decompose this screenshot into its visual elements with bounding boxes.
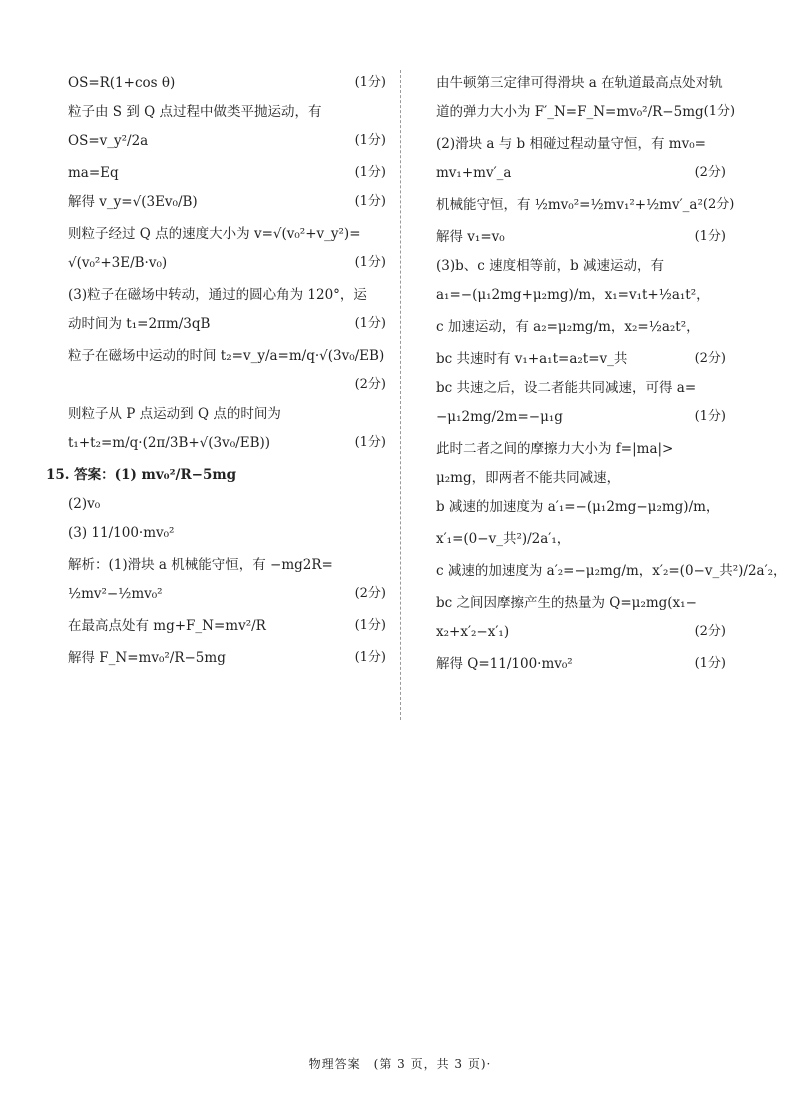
left-line-17: 解析：(1)滑块 a 机械能守恒，有 −mg2R= [68,557,333,573]
right-line-16: x′₁=(0−v_共²)/2a′₁， [436,531,571,547]
left-line-2: 粒子由 S 到 Q 点过程中做类平抛运动，有 [68,104,322,120]
right-line-11: bc 共速之后，设二者能共同减速，可得 a= [436,380,697,396]
right-line-14: μ₂mg，即两者不能共同减速， [436,470,621,486]
right-line-4: mv₁+mv′_a (2分) [436,165,726,181]
right-line-15: b 减速的加速度为 a′₁=−(μ₁2mg−μ₂mg)/m， [436,499,720,515]
right-line-3: (2)滑块 a 与 b 相碰过程动量守恒，有 mv₀= [436,136,706,152]
right-line-6: 解得 v₁=v₀ (1分) [436,229,726,245]
page-footer: 物理答案 (第 3 页，共 3 页)· [308,1057,492,1071]
right-line-2: 道的弹力大小为 F′_N=F_N=mv₀²/R−5mg (1分) [436,104,736,120]
right-line-20: 解得 Q=11/100·mv₀² (1分) [436,656,726,672]
right-line-10: bc 共速时有 v₁+a₁t=a₂t=v_共 (2分) [436,351,726,367]
left-line-10: 粒子在磁场中运动的时间 t₂=v_y/a=m/q·√(3v₀/EB) [68,348,385,364]
right-line-17: c 减速的加速度为 a′₂=−μ₂mg/m，x′₂=(0−v_共²)/2a′₂， [436,563,787,579]
left-line-13: t₁+t₂=m/q·(2π/3B+√(3v₀/EB)) (1分) [68,435,386,451]
left-line-4: ma=Eq (1分) [68,165,386,181]
right-line-8: a₁=−(μ₁2mg+μ₂mg)/m，x₁=v₁t+½a₁t²， [436,287,710,303]
right-line-7: (3)b、c 速度相等前，b 减速运动，有 [436,258,665,274]
right-line-12: −μ₁2mg/2m=−μ₁g (1分) [436,409,726,425]
left-column [46,74,386,678]
left-line-3: OS=v_y²/2a (1分) [68,133,386,149]
left-line-8: (3)粒子在磁场中转动，通过的圆心角为 120°，运 [68,287,367,303]
left-line-20: 解得 F_N=mv₀²/R−5mg (1分) [68,650,386,666]
left-line-9: 动时间为 t₁=2πm/3qB (1分) [68,316,386,332]
left-line-15: (2)v₀ [68,496,101,512]
left-line-12: 则粒子从 P 点运动到 Q 点的时间为 [68,406,281,422]
left-line-6: 则粒子经过 Q 点的速度大小为 v=√(v₀²+v_y²)= [68,226,361,242]
right-line-9: c 加速运动，有 a₂=μ₂mg/m，x₂=½a₂t²， [436,319,700,335]
left-line-19: 在最高点处有 mg+F_N=mv²/R (1分) [68,618,386,634]
left-line-1: OS=R(1+cos θ) (1分) [68,75,386,91]
left-line-11: (2分) [354,377,386,392]
column-divider [400,70,401,720]
right-line-19: x₂+x′₂−x′₁) (2分) [436,624,726,640]
q15-answer-line: 15. 答案：(1) mv₀²/R−5mg [46,467,237,483]
right-line-13: 此时二者之间的摩擦力大小为 f=|ma|> [436,441,674,457]
left-line-16: (3) 11/100·mv₀² [68,525,175,541]
right-line-5: 机械能守恒，有 ½mv₀²=½mv₁²+½mv′_a² (2分) [436,197,735,213]
left-line-18: ½mv²−½mv₀² (2分) [68,586,386,602]
right-line-1: 由牛顿第三定律可得滑块 a 在轨道最高点处对轨 [436,75,723,91]
right-line-18: bc 之间因摩擦产生的热量为 Q=μ₂mg(x₁− [436,595,697,611]
left-line-7: √(v₀²+3E/B·v₀) (1分) [68,255,386,271]
right-column [436,74,787,684]
left-line-5: 解得 v_y=√(3Ev₀/B) (1分) [68,194,386,210]
